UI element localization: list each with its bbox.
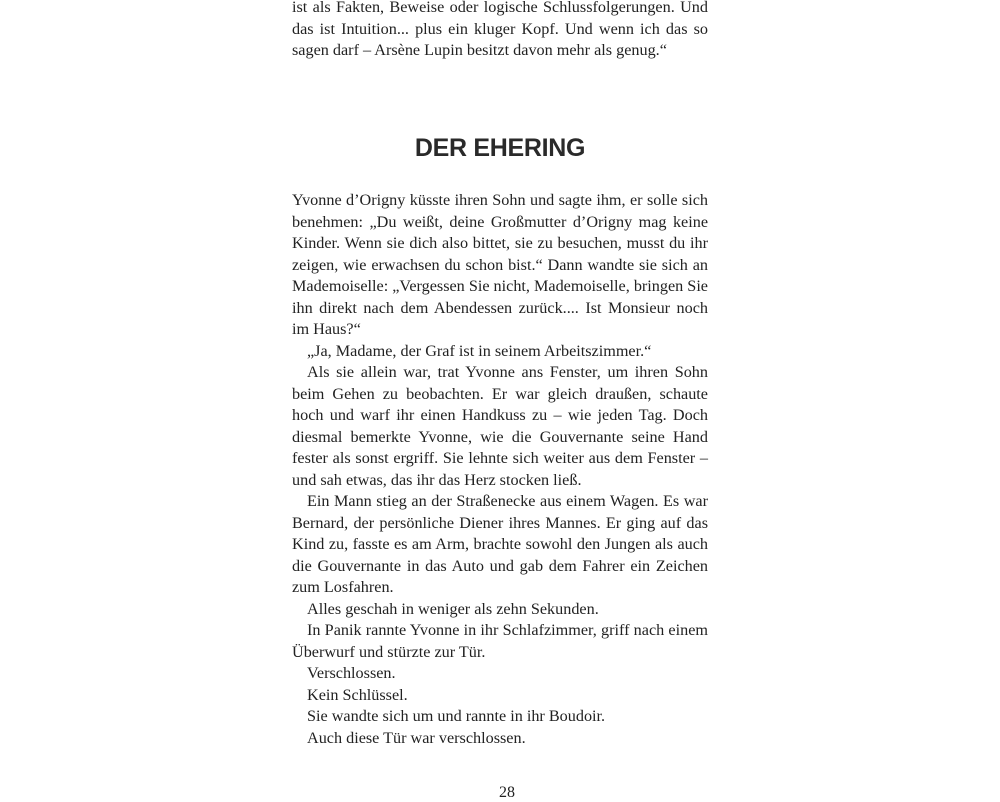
paragraph: „Ja, Madame, der Graf ist in seinem Arbeitszimmer.“ bbox=[307, 341, 652, 360]
paragraph: Kein Schlüssel. bbox=[307, 685, 408, 704]
paragraph: Als sie allein war, trat Yvonne ans Fenster, um ihren Sohn beim Gehen zu beobachten. Er war gleich draußen, schaute hoch und warf ihr einen Handkuss zu – wie jeden Tag. Doch diesmal bemerkte Yvonne, wie die Gouvernante seine Hand fester als sonst ergriff. Sie lehnte sich weiter aus dem Fenster – und sah etwas, das ihr das Herz stocken ließ. bbox=[292, 363, 708, 489]
paragraph: In Panik rannte Yvonne in ihr Schlafzimmer, griff nach einem Überwurf und stürzte zur Tür. bbox=[292, 621, 708, 661]
paragraph: Alles geschah in weniger als zehn Sekunden. bbox=[307, 599, 599, 618]
paragraph: Yvonne d’Origny küsste ihren Sohn und sagte ihm, er solle sich benehmen: „Du weißt, deine Großmutter d’Origny mag keine Kinder. Wenn sie dich also bittet, sie zu besuchen, musst du ihr zeigen, wie erwachsen du schon bist.“ Dann wandte sie sich an Mademoiselle: „Vergessen Sie nicht, Mademoiselle, bringen Sie ihn direkt nach dem Abendessen zurück.... Ist Monsieur noch im Haus?“ bbox=[292, 191, 708, 338]
intro-paragraph: ist als Fakten, Beweise oder logische Schlussfolgerungen. Und das ist Intuition... plus ein kluger Kopf. Und wenn ich das so sagen darf – Arsène Lupin besitzt davon mehr als genug.“ bbox=[292, 0, 708, 59]
chapter-body bbox=[292, 190, 708, 749]
previous-chapter-ending bbox=[292, 0, 708, 62]
paragraph: Auch diese Tür war verschlossen. bbox=[307, 728, 526, 747]
page-number: 28 bbox=[499, 784, 515, 801]
paragraph: Sie wandte sich um und rannte in ihr Boudoir. bbox=[307, 707, 606, 725]
chapter-title: DER EHERING bbox=[414, 134, 586, 162]
paragraph: Ein Mann stieg an der Straßenecke aus einem Wagen. Es war Bernard, der persönliche Diener ihres Mannes. Er ging auf das Kind zu, fasste es am Arm, brachte sowohl den Jungen als auch die Gouvernante in das Auto und gab dem Fahrer ein Zeichen zum Losfahren. bbox=[292, 492, 708, 596]
paragraph: Verschlossen. bbox=[307, 664, 396, 682]
